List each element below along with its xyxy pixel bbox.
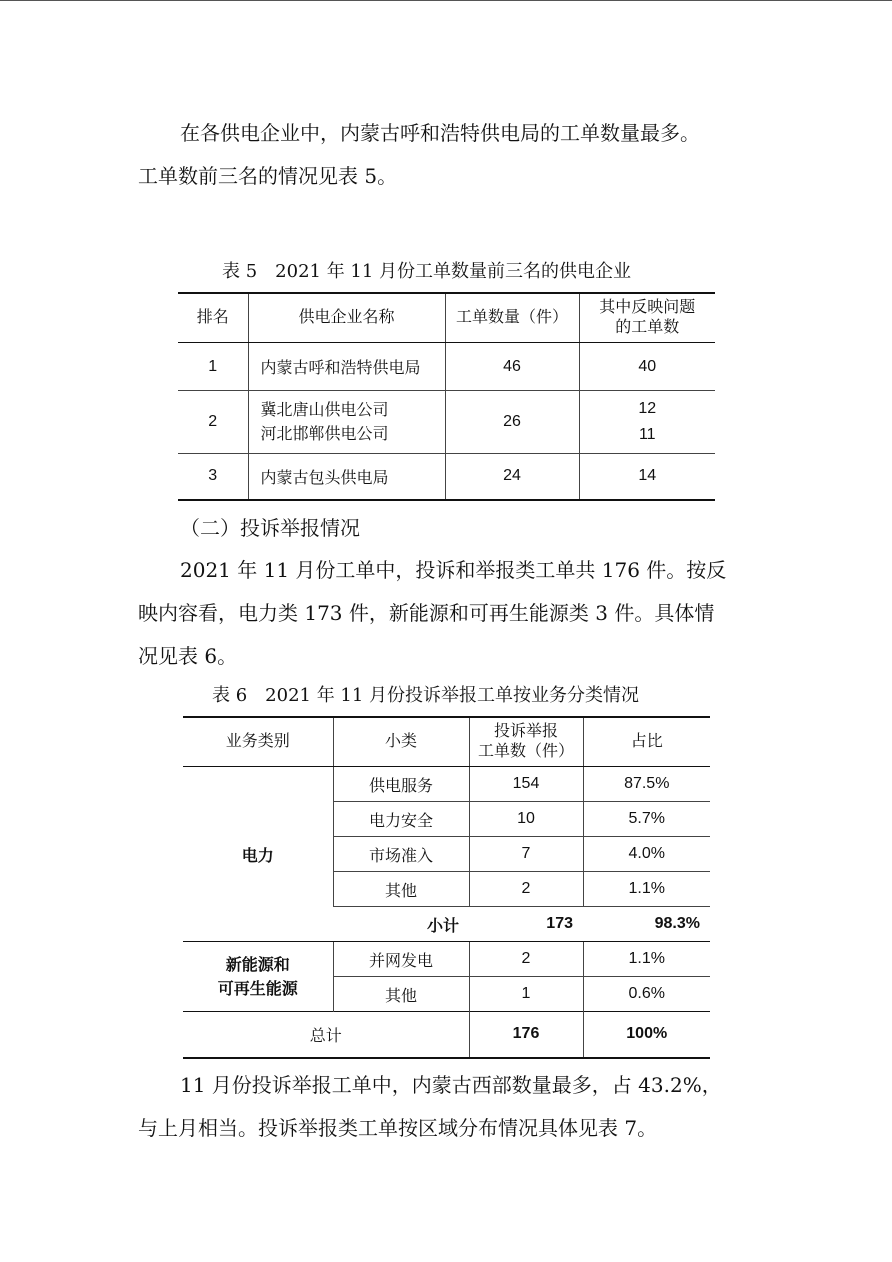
table5-company: 内蒙古包头供电局 <box>248 454 445 500</box>
table6-subcategory: 并网发电 <box>333 942 469 977</box>
table5-problems: 14 <box>579 454 715 500</box>
table-row <box>183 767 710 802</box>
table6-group-power: 电力 <box>241 845 274 865</box>
table6-header-count-line1: 投诉举报 <box>493 723 558 740</box>
table6-share: 1.1% <box>583 872 710 907</box>
table5-header-count: 工单数量（件） <box>445 293 579 343</box>
table6-share: 1.1% <box>583 942 710 977</box>
table6 <box>183 716 710 1059</box>
intro-line-2: 工单数前三名的情况见表 5。 <box>138 164 398 188</box>
table5-header-problems-line1: 其中反映问题 <box>599 299 696 316</box>
table6-header-share: 占比 <box>583 717 710 767</box>
table5-rank: 1 <box>178 343 248 391</box>
table6-group-renewable-line1: 新能源和 <box>225 954 290 974</box>
table6-share: 87.5% <box>583 767 710 802</box>
section-line-1: 2021 年 11 月份工单中，投诉和举报类工单共 176 件。按反 <box>180 558 727 582</box>
table6-count: 7 <box>469 837 583 872</box>
table5-header-problems-line2: 的工单数 <box>615 319 680 336</box>
table6-share: 4.0% <box>583 837 710 872</box>
section-line-3: 况见表 6。 <box>138 644 238 668</box>
table5-problems-a: 12 <box>638 400 657 417</box>
table6-subcategory: 供电服务 <box>333 767 469 802</box>
section-heading: （二）投诉举报情况 <box>180 516 360 540</box>
table5-header-rank: 排名 <box>178 293 248 343</box>
closing-paragraph <box>138 1064 760 1150</box>
table5-rank: 2 <box>178 391 248 454</box>
table5-company <box>248 391 445 454</box>
table6-caption: 表 6 2021 年 11 月份投诉举报工单按业务分类情况 <box>212 685 640 706</box>
section-paragraph <box>138 549 760 678</box>
table6-header-category: 业务类别 <box>183 717 333 767</box>
table6-total-count: 176 <box>469 1012 583 1058</box>
table6-header-count <box>469 717 583 767</box>
table6-subcategory: 市场准入 <box>333 837 469 872</box>
table6-count: 10 <box>469 802 583 837</box>
table6-share: 0.6% <box>583 977 710 1012</box>
closing-line-2: 与上月相当。投诉举报类工单按区域分布情况具体见表 7。 <box>138 1116 658 1140</box>
table5-count: 46 <box>445 343 579 391</box>
table5-header-company: 供电企业名称 <box>248 293 445 343</box>
table5-company: 内蒙古呼和浩特供电局 <box>248 343 445 391</box>
table6-subtotal-count: 173 <box>469 907 583 942</box>
intro-line-1: 在各供电企业中，内蒙古呼和浩特供电局的工单数量最多。 <box>180 121 700 145</box>
table5-rank: 3 <box>178 454 248 500</box>
table5-header-problems <box>579 293 715 343</box>
table6-subcategory: 其他 <box>333 872 469 907</box>
table6-header-subcategory: 小类 <box>333 717 469 767</box>
table6-header-count-line2: 工单数（件） <box>477 743 574 760</box>
table6-group-renewable <box>183 942 333 1012</box>
intro-paragraph <box>138 112 760 198</box>
section-line-2: 映内容看，电力类 173 件，新能源和可再生能源类 3 件。具体情 <box>138 601 715 625</box>
table5-count: 24 <box>445 454 579 500</box>
table-row <box>178 343 715 391</box>
page-top-border <box>0 0 892 1</box>
table5-count: 26 <box>445 391 579 454</box>
table5-caption: 表 5 2021 年 11 月份工单数量前三名的供电企业 <box>222 261 632 282</box>
table6-total-label: 总计 <box>183 1012 469 1058</box>
table6-subcategory: 电力安全 <box>333 802 469 837</box>
table6-subcategory: 其他 <box>333 977 469 1012</box>
table5-problems: 40 <box>579 343 715 391</box>
table6-count: 2 <box>469 942 583 977</box>
table5-problems-b: 11 <box>638 426 656 443</box>
table6-count: 154 <box>469 767 583 802</box>
table6-share: 5.7% <box>583 802 710 837</box>
table5-company-a: 冀北唐山供电公司 <box>260 400 389 419</box>
table6-subtotal-label: 小计 <box>333 907 469 942</box>
table6-total-share: 100% <box>583 1012 710 1058</box>
table6-group-renewable-line2: 可再生能源 <box>217 978 298 998</box>
table6-header-row <box>183 717 710 767</box>
table-row <box>178 391 715 454</box>
table5-header-row <box>178 293 715 343</box>
table6-subtotal-share: 98.3% <box>583 907 710 942</box>
table-row <box>183 942 710 977</box>
table5 <box>178 292 715 501</box>
table6-count: 1 <box>469 977 583 1012</box>
table5-problems <box>579 391 715 454</box>
table-row <box>178 454 715 500</box>
table6-count: 2 <box>469 872 583 907</box>
table5-company-b: 河北邯郸供电公司 <box>260 424 389 443</box>
table6-total-row <box>183 1012 710 1058</box>
closing-line-1: 11 月份投诉举报工单中，内蒙古西部数量最多，占 43.2%， <box>180 1073 722 1097</box>
